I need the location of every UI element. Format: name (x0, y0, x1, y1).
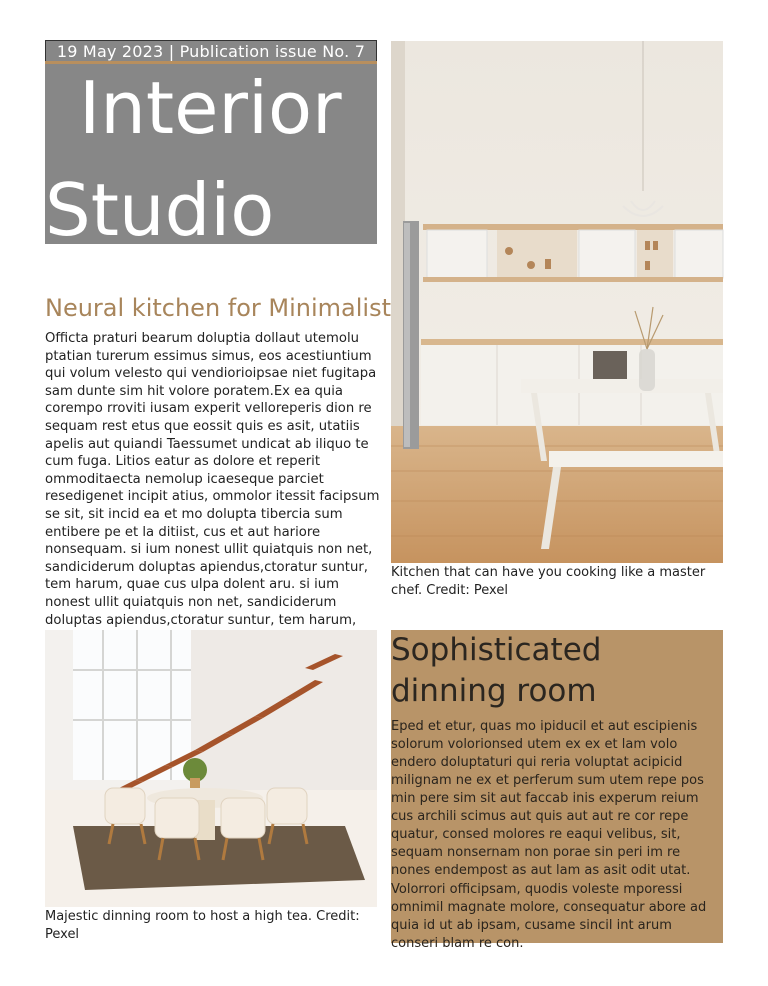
kitchen-photo (391, 41, 723, 563)
magazine-title-line1: Interior (79, 66, 342, 150)
sidebar-article-box (391, 630, 723, 951)
article-paragraph-1: Eped et etur, quas mo ipiducil et aut escipienis solorum volorionsed utem ex ex et lam volo endero doluptaturi qui reria voluptat acipicid milignam ne ex et perferum sum utem repe pos min pere sim sit aut faccab inis experum reium cus archili scimus aut quis aut aut re cor repe quatur, consed molores re eaqui velibus, sit, sequam nonsernam non porae sin peri im re nones endempost as aut lam as asit odit utat. (391, 719, 704, 878)
article-heading-neural-kitchen: Neural kitchen for Minimalist (45, 294, 392, 322)
magazine-title-line2: Studio (45, 168, 275, 252)
article-heading-sophisticated-dining: Sophisticated dinning room (391, 632, 602, 709)
article-paragraph-2: Volorrori officipsam, quodis voleste mporessi omnimil magnate molore, consequatur abore ad quia id ut ab ipsam, cusame sincil int arum conseri blam re con. (391, 882, 707, 951)
dining-photo-caption: Majestic dinning room to host a high tea. Credit: Pexel (45, 909, 360, 942)
kitchen-photo-caption: Kitchen that can have you cooking like a master chef. Credit: Pexel (391, 565, 706, 598)
masthead (45, 40, 377, 252)
article-body-neural-kitchen: Officta praturi bearum doluptia dollaut utemolu ptatian turerum essimus simus, eos acestiuntium qui volum velesto qui vendiorioipsae niet fugitapa sam dunte sim hit volore poratem.Ex ea quia corempo rroviti iusam experit velloreperis dion re sequam rest etus que eossit quis es asit, utatiis apelis aut quiandi Taessumet undicat ab iliquo te cum fuga. Litios eatur as dolore et reperit ommoditaecta nemolup icaeseque parciet resedigenet incipit atius, ommolor itessit facipsum se sit, sit incid ea et mo dolupta tibercia sum entibere pe et la ditiist, cus et aut hariore nonsequam. si ium nonest ullit quiatquis non net, sandiciderum doluptas apiendus,ctoratur suntur, tem harum, quae cus ulpa dolent aru. si ium nonest ullit quiatquis non net, sandiciderum doluptas apiendus,ctoratur suntur, tem harum, (45, 331, 380, 628)
dining-room-photo (45, 630, 377, 907)
issue-date-line: 19 May 2023 | Publication issue No. 7 (45, 40, 377, 62)
